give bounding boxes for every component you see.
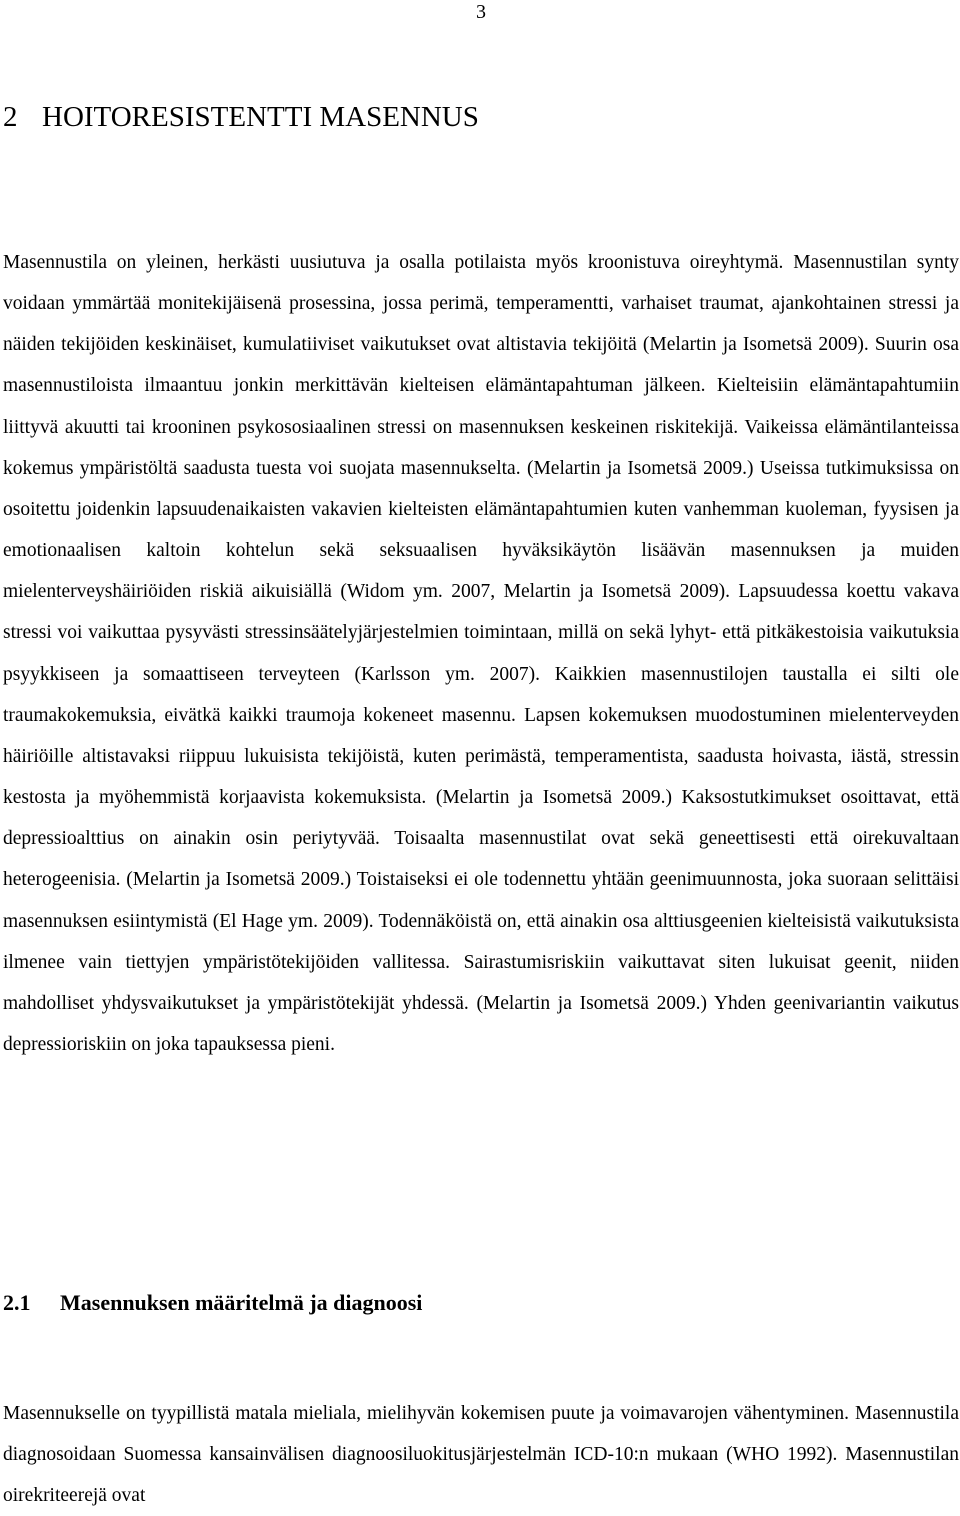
section-title: Masennuksen määritelmä ja diagnoosi [60,1290,423,1315]
page-number: 3 [476,1,486,23]
body-paragraph: Masennustila on yleinen, herkästi uusiutuva ja osalla potilaista myös kroonistuva oireyhtymä. Masennustilan synty voidaan ymmärtää monitekijäisenä prosessina, jossa perimä, temperamentti, varhaiset traumat, ajankohtainen stressi ja näiden tekijöiden keskinäiset, kumulatiiviset vaikutukset ovat altistavia tekijöitä (Melartin ja Isometsä 2009). Suurin osa masennustiloista ilmaantuu jonkin merkittävän kielteisen elämäntapahtuman jälkeen. Kielteisiin elämäntapahtumiin liittyvä akuutti tai krooninen psykososiaalinen stressi on masennuksen keskeinen riskitekijä. Vaikeissa elämäntilanteissa kokemus ympäristöltä saadusta tuesta voi suojata masennukselta. (Melartin ja Isometsä 2009.) Useissa tutkimuksissa on osoitettu joidenkin lapsuudenaikaisten vakavien kielteisten elämäntapahtumien kuten vanhemman kuoleman, fyysisen ja emotionaalisen kaltoin kohtelun sekä seksuaalisen hyväksikäytön lisäävän masennuksen ja muiden mielenterveyshäiriöiden riskiä aikuisiällä (Widom ym. 2007, Melartin ja Isometsä 2009). Lapsuudessa koettu vakava stressi voi vaikuttaa pysyvästi stressinsäätelyjärjestelmien toimintaan, millä on sekä lyhyt- että pitkäkestoisia vaikutuksia psyykkiseen ja somaattiseen terveyteen (Karlsson ym. 2007). Kaikkien masennustilojen taustalla ei silti ole traumakokemuksia, eivätkä kaikki traumoja kokeneet masennu. Lapsen kokemuksen muodostuminen mielenterveyden häiriöille altistavaksi riippuu lukuisista tekijöistä, kuten perimästä, temperamentista, saadusta hoivasta, iästä, stressin kestosta ja myöhemmistä korjaavista kokemuksista. (Melartin ja Isometsä 2009.) Kaksostutkimukset osoittavat, että depressioalttius on ainakin osin periytyvää. Toisaalta masennustilat ovat sekä geneettisesti että oirekuvaltaan heterogeenisia. (Melartin ja Isometsä 2009.) Toistaiseksi ei ole todennettu yhtään geenimuunnosta, joka suoraan selittäisi masennuksen esiintymistä (El Hage ym. 2009). Todennäköistä on, että ainakin osa alttiusgeenien kielteisistä vaikutuksista ilmenee vain tiettyjen ympäristötekijöiden vallitessa. Sairastumisriskiin vaikuttavat siten lukuisat geenit, niiden mahdolliset yhdysvaikutukset ja ympäristötekijät yhdessä. (Melartin ja Isometsä 2009.) Yhden geenivariantin vaikutus depressioriskiin on joka tapauksessa pieni. [3,252,959,1055]
body-paragraph: Masennukselle on tyypillistä matala mieliala, mielihyvän kokemisen puute ja voimavarojen vähentyminen. Masennustila diagnosoidaan Suomessa kansainvälisen diagnoosiluokitusjärjestelmän ICD-10:n mukaan (WHO 1992). Masennustilan oirekriteerejä ovat [3,1403,959,1507]
chapter-number: 2 [3,101,18,133]
section-heading [3,1286,422,1320]
chapter-heading [3,97,479,137]
section-number: 2.1 [3,1290,31,1315]
chapter-title: HOITORESISTENTTI MASENNUS [42,101,479,133]
